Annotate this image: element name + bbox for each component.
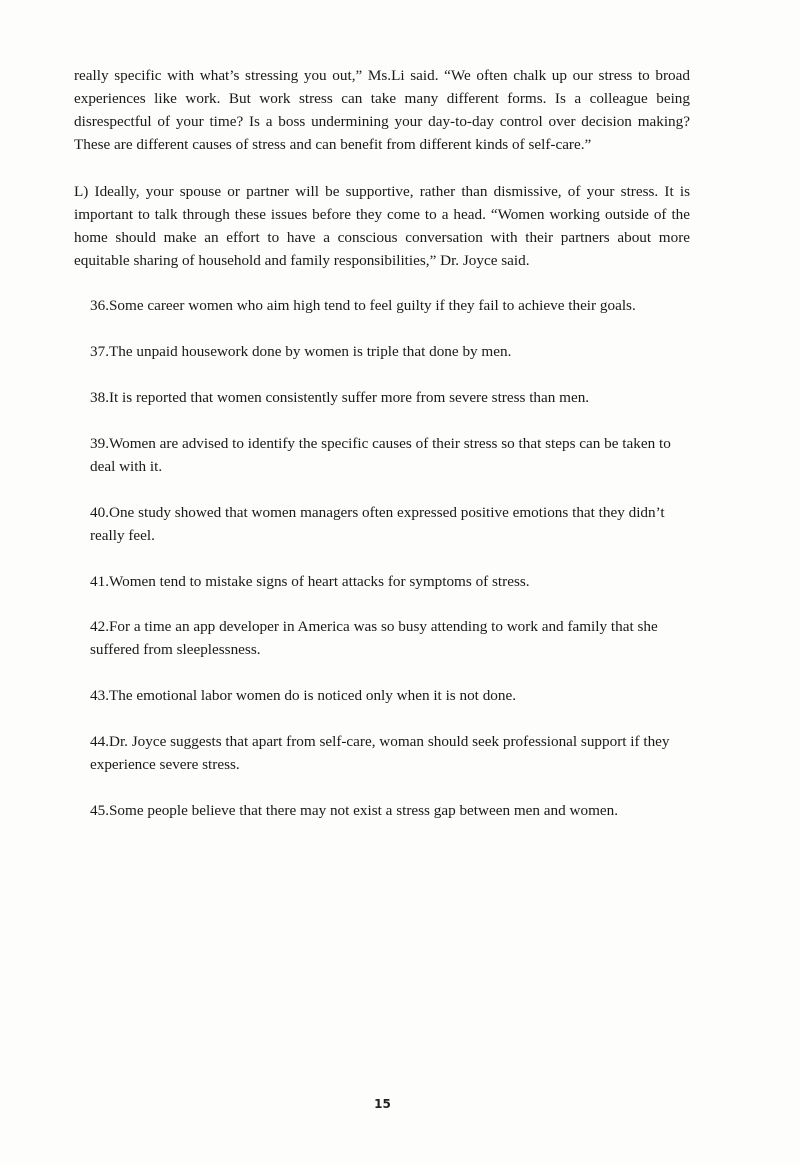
question-item — [90, 386, 690, 409]
question-text: The emotional labor women do is noticed only when it is not done. — [108, 687, 517, 704]
passage-paragraph-l: L) Ideally, your spouse or partner will be supportive, rather than dismissive, of your stress. It is important to talk through these issues before they come to a head. “Women working outside of the home should make an effort to have a conscious conversation with their partners about more equitable sharing of household and family responsibilities,” Dr. Joyce said. — [74, 183, 690, 269]
question-number: 44. — [90, 733, 109, 750]
question-text: It is reported that women consistently suffer more from severe stress than men. — [108, 389, 590, 406]
question-text: Dr. Joyce suggests that apart from self-care, woman should seek professional support if they experience severe stress. — [90, 733, 670, 773]
question-number: 37. — [90, 343, 109, 360]
question-text: One study showed that women managers often expressed positive emotions that they didn’t really feel. — [90, 504, 665, 544]
question-text: For a time an app developer in America was so busy attending to work and family that she suffered from sleeplessness. — [90, 618, 658, 658]
question-item — [90, 799, 690, 822]
question-item — [90, 615, 690, 661]
question-item — [90, 570, 690, 593]
question-item — [90, 432, 690, 478]
question-number: 39. — [90, 435, 109, 452]
question-number: 45. — [90, 802, 109, 819]
question-text: Some career women who aim high tend to feel guilty if they fail to achieve their goals. — [108, 297, 636, 314]
question-item — [90, 501, 690, 547]
question-number: 36. — [90, 297, 109, 314]
question-text: The unpaid housework done by women is triple that done by men. — [108, 343, 512, 360]
page-number: 15 — [374, 1097, 391, 1111]
question-text: Some people believe that there may not exist a stress gap between men and women. — [108, 802, 619, 819]
question-number: 40. — [90, 504, 109, 521]
question-number: 38. — [90, 389, 109, 406]
question-item — [90, 730, 690, 776]
question-number: 41. — [90, 573, 109, 590]
question-item — [90, 340, 690, 363]
question-number: 43. — [90, 687, 109, 704]
question-text: Women are advised to identify the specific causes of their stress so that steps can be taken to deal with it. — [90, 435, 671, 475]
passage-paragraph-k-tail: really specific with what’s stressing you out,” Ms.Li said. “We often chalk up our stress to broad experiences like work. But work stress can take many different forms. Is a colleague being disrespectful of your time? Is a boss undermining your day-to-day control over decision making? These are different causes of stress and can benefit from different kinds of self-care.” — [74, 67, 690, 153]
question-number: 42. — [90, 618, 109, 635]
question-text: Women tend to mistake signs of heart attacks for symptoms of stress. — [108, 573, 530, 590]
question-item — [90, 294, 690, 317]
question-item — [90, 684, 690, 707]
